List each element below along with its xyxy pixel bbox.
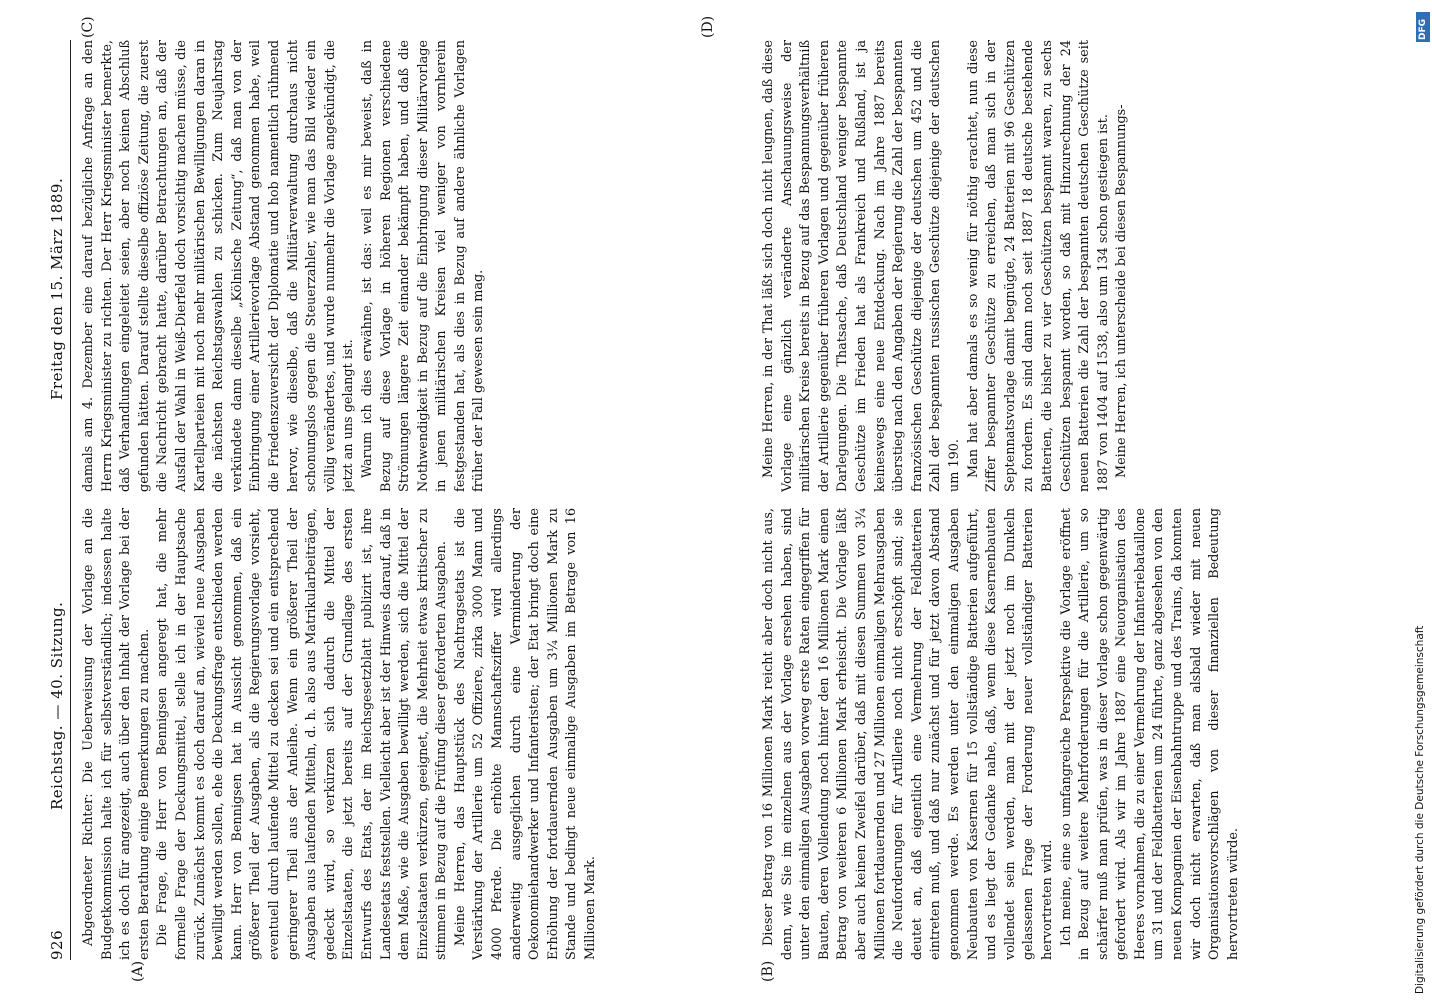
credit-text: Digitalisierung gefördert durch die Deutsche Forschungsgemeinschaft bbox=[1414, 625, 1426, 994]
paragraph: Meine Herren, das Hauptstück des Nachtragsetats ist die Verstärkung der Artillerie um 52 Offiziere, zirka 3000 Mann und 4000 Pferde. Die erhöhte Mannschaftsziffer wird allerdings anderweitig ausgeglichen durch eine Verminderung der Oekonomiehandwerker und Infanteristen; der Etat bringt doch eine Erhöhung der fortdauernden Ausgaben um 3¼ Millionen Mark zu Stande und bedingt neue einmalige Ausgaben im Betrage von 16 Millionen Mark. bbox=[452, 508, 599, 960]
paragraph: Die Frage, die Herr von Bennigsen angeregt hat, die mehr formelle Frage der Deckungsmittel, stelle ich in der Hauptsache zurück. Zunächst kommt es doch darauf an, wieviel neue Ausgaben bewilligt werden sollen, ehe die Deckungsfrage entschieden werden kann. Herr von Bennigsen hat in Aussicht genommen, daß ein größerer Theil der Ausgaben, als die Regierungsvorlage vorsieht, eventuell durch laufende Mittel zu decken sei und ein entsprechend geringerer Theil aus der Anleihe. Wenn ein größerer Theil der Ausgaben aus laufenden Mitteln, d. h. also aus Matrikularbeiträgen, gedeckt wird, so verkürzen sich dadurch die Mittel der Einzelstaaten, die jetzt bereits auf der Grundlage des ersten Entwurfs des Etats, der im Reichsgesetzblatt publizirt ist, ihre Landesetats feststellen. Vielleicht aber ist der Hinweis darauf, daß in dem Maße, wie die Ausgaben bewilligt werden, sich die Mittel der Einzelstaaten verkürzen, geeignet, die Mehrheit etwas kritischer zu stimmen in Bezug auf die Prüfung dieser geforderten Ausgaben. bbox=[155, 508, 450, 960]
paragraph: Meine Herren, in der That läßt sich doch nicht leugnen, daß diese Vorlage eine gänzlich veränderte Anschauungsweise der militärischen Kreise bereits in Bezug auf das Bespannungsverhältniß der Artillerie gegenüber früheren Vorlagen und gegenüber früheren Darlegungen. Die Thatsache, daß Deutschland weniger bespannte Geschütze im Frieden hat als Frankreich und Rußland, ist ja keineswegs eine neue Entdeckung. Nach im Jahre 1887 bereits überstieg nach den Angaben der Regierung die Zahl der bespannten französischen Geschütze diejenige der deutschen um 452 und die Zahl der bespannten russischen Geschütze diejenige der deutschen um 190. bbox=[761, 40, 962, 492]
margin-mark-d: (D) bbox=[700, 15, 716, 38]
paragraph: damals am 4. Dezember eine darauf bezügliche Anfrage an den Herrn Kriegsminister zu richten. Der Herr Kriegsminister bemerkte, daß Verhandlungen eingeleitet seien, aber noch keinen Abschluß gefunden hätten. Darauf stellte dieselbe offiziöse Zeitung, die zuerst die Nachricht gebracht hatte, darüber Betrachtungen an, daß der Ausfall der Wahl in Weiß-Dierfeld doch vorsichtig machen müsse, die Kartellparteien mit noch mehr militärischen Bewilligungen daran in die nächsten Reichstagswahlen zu schicken. Zum Neujahrstag verkündete dann dieselbe „Kölnische Zeitung“, daß man von der Einbringung einer Artillerievorlage Abstand genommen habe, weil die Friedenszuversicht der Diplomatie und hob namentlich rühmend hervor, wie dieselbe, daß die Militärverwaltung durchaus nicht schonungslos gegen die Steuerzahler, wie man das Bild wieder ein völlig verändertes, und wurde nunmehr die Vorlage angekündigt, die jetzt an uns gelangt ist. bbox=[81, 40, 357, 492]
dfg-logo-text: DFG bbox=[1418, 18, 1428, 40]
paragraph: Man hat aber damals es so wenig für nöthig erachtet, nun diese Ziffer bespannter Geschütze zu erreichen, daß man sich in der Septennatsvorlage damit begnügte, 24 Batterien mit 96 Geschützen zu fordern. Es sind dann noch seit 1887 18 deutsche bestehende Batterien, die bisher zu vier Geschützen bespannt waren, zu sechs Geschützen bespannt worden, so daß mit Hinzurechnung der 24 neuen Batterien die Zahl der bespannten deutschen Geschütze seit 1887 von 1404 auf 1538, also um 134 schon gestiegen ist. bbox=[965, 40, 1111, 492]
column-left-top bbox=[80, 508, 720, 960]
page-header bbox=[48, 40, 72, 960]
digitization-credit bbox=[1414, 434, 1428, 994]
margin-mark-c: (C) bbox=[80, 16, 96, 38]
column-right-bottom bbox=[760, 40, 1380, 492]
margin-mark-a: (A) bbox=[130, 960, 146, 982]
column-right-top bbox=[80, 40, 720, 492]
margin-mark-b: (B) bbox=[760, 960, 776, 982]
paragraph: Warum ich dies erwähne, ist das: weil es mir beweist, daß in Bezug auf diese Vorlage in höheren Regionen verschiedene Strömungen längere Zeit einander bekämpft haben, und daß die Nothwendigkeit in Bezug auf die Einbringung dieser Militärvorlage in jenen militärischen Kreisen viel weniger von vornherein festgestanden hat, als dies in Bezug auf andere ähnliche Vorlagen früher der Fall gewesen sein mag. bbox=[359, 40, 487, 492]
paragraph: Abgeordneter Richter: Die Ueberweisung der Vorlage an die Budgetkommission halte ich für selbstverständlich; indessen halte ich es doch für angezeigt, auch über den Inhalt der Vorlage bei der ersten Berathung einige Bemerkungen zu machen. bbox=[81, 508, 152, 960]
session-date: Freitag den 15. März 1889. bbox=[48, 177, 66, 400]
paragraph: Ich meine, eine so umfangreiche Perspektive die Vorlage eröffnet in Bezug auf weitere Mehrforderungen für die Artillerie, um so schärfer muß man prüfen, was in dieser Vorlage schon gegenwärtig gefordert wird. Als wir im Jahre 1887 eine Neuorganisation des Heeres vornahmen, die zu einer Vermehrung der Infanteriebataillone um 31 und der Feldbatterien um 24 führte, ganz abgesehen von den neuen Kompagnien der Eisenbahntruppe und des Trains, da konnten wir doch nicht erwarten, daß man alsbald wieder mit neuen Organisationsvorschlägen von dieser finanziellen Bedeutung hervortreten würde. bbox=[1058, 508, 1241, 960]
header-rule bbox=[70, 40, 71, 960]
page-number: 926 bbox=[48, 929, 66, 960]
dfg-logo bbox=[1416, 12, 1430, 42]
paragraph: Meine Herren, ich unterscheide bei diesen Bespannungs- bbox=[1114, 104, 1130, 478]
paragraph: Dieser Betrag von 16 Millionen Mark reicht aber doch nicht aus, denn, wie Sie im einzelnen aus der Vorlage ersehen haben, sind unter den einmaligen Ausgaben vorweg erste Raten eingegriffen für Bauten, deren Vollendung noch hinter den 16 Millionen Mark einen Betrag von weiteren 6 Millionen Mark erheischt. Die Vorlage läßt aber auch keinen Zweifel darüber, daß mit diesen Summen von 3¼ Millionen fortdauernden und 27 Millionen einmaligen Mehrausgaben die Neuforderungen für Artillerie noch nicht erschöpft sind; sie deutet an, daß eigentlich eine Vermehrung der Feldbatterien eintreten muß, und daß nur zunächst und für jetzt davon Abstand genommen werde. Es werden unter den einmaligen Ausgaben Neubauten von Kasernen für 15 vollständige Batterien aufgeführt, und es liegt der Gedanke nahe, daß, wenn diese Kasernenbauten vollendet sein werden, man mit der jetzt noch im Dunkeln gelassenen Frage der Forderung neuer vollständiger Batterien hervortreten wird. bbox=[761, 508, 1055, 960]
session-title: Reichstag. — 40. Sitzung. bbox=[48, 601, 66, 810]
column-left-bottom bbox=[760, 508, 1380, 960]
